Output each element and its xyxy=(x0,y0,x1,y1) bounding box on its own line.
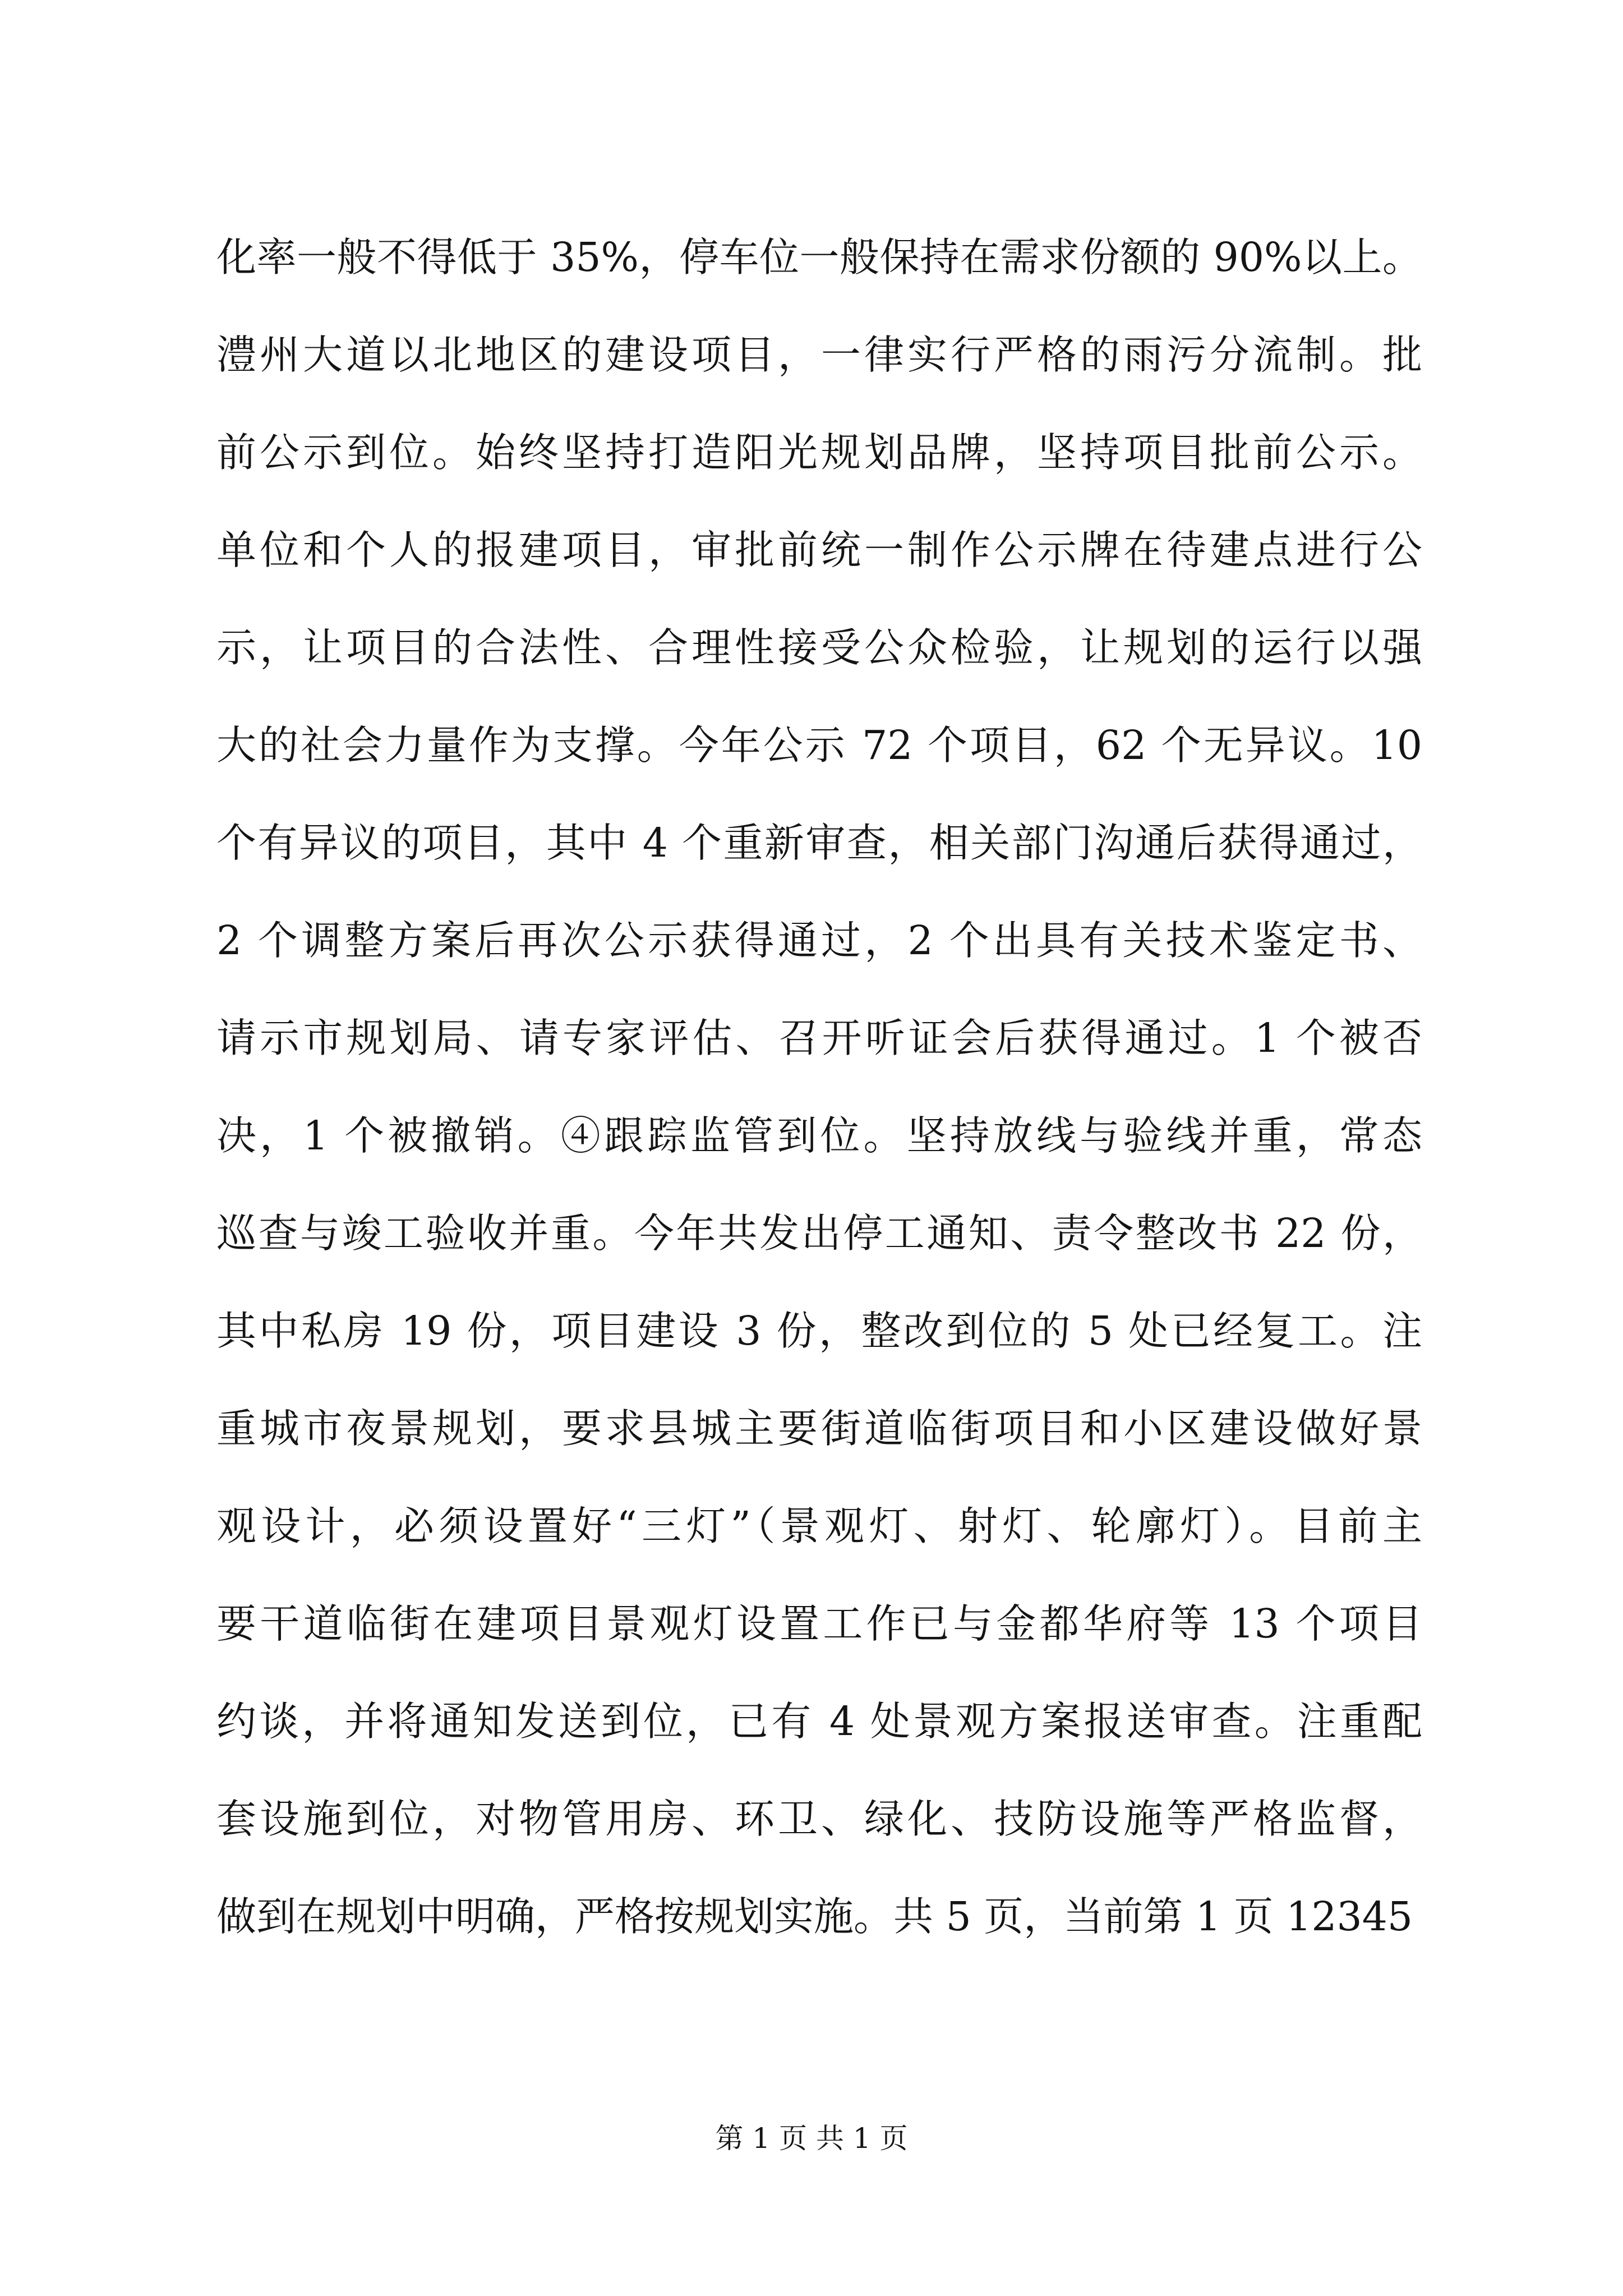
text-line: 前公示到位。始终坚持打造阳光规划品牌，坚持项目批前公示。 xyxy=(216,429,1422,476)
text-line: 做到在规划中明确，严格按规划实施。共 5 页，当前第 1 页 12345 xyxy=(216,1893,1413,1940)
text-line: 其中私房 19 份，项目建设 3 份，整改到位的 5 处已经复工。注 xyxy=(216,1308,1422,1354)
text-line: 约谈，并将通知发送到位，已有 4 处景观方案报送审查。注重配 xyxy=(216,1698,1422,1745)
text-line: 套设施到位，对物管用房、环卫、绿化、技防设施等严格监督， xyxy=(216,1796,1422,1842)
text-line: 观设计，必须设置好“三灯”（景观灯、射灯、轮廓灯）。目前主 xyxy=(216,1503,1422,1549)
text-line: 单位和个人的报建项目，审批前统一制作公示牌在待建点进行公 xyxy=(216,527,1422,573)
text-line: 请示市规划局、请专家评估、召开听证会后获得通过。1 个被否 xyxy=(216,1015,1422,1061)
text-line: 大的社会力量作为支撑。今年公示 72 个项目，62 个无异议。10 xyxy=(216,722,1422,769)
text-line: 2 个调整方案后再次公示获得通过，2 个出具有关技术鉴定书、 xyxy=(216,917,1422,964)
text-line: 决，1 个被撤销。④跟踪监管到位。坚持放线与验线并重，常态 xyxy=(216,1112,1422,1159)
text-line: 巡查与竣工验收并重。今年共发出停工通知、责令整改书 22 份， xyxy=(216,1210,1422,1257)
text-line: 澧州大道以北地区的建设项目，一律实行严格的雨污分流制。批 xyxy=(216,332,1422,378)
text-line: 要干道临街在建项目景观灯设置工作已与金都华府等 13 个项目 xyxy=(216,1600,1422,1647)
body-text xyxy=(216,209,1422,1966)
text-line: 化率一般不得低于 35%，停车位一般保持在需求份额的 90%以上。 xyxy=(216,234,1422,280)
text-line: 示，让项目的合法性、合理性接受公众检验，让规划的运行以强 xyxy=(216,624,1422,671)
text-line: 个有异议的项目，其中 4 个重新审查，相关部门沟通后获得通过， xyxy=(216,820,1422,866)
page-footer: 第 1 页 共 1 页 xyxy=(715,2122,908,2155)
text-line: 重城市夜景规划，要求县城主要街道临街项目和小区建设做好景 xyxy=(216,1405,1422,1452)
